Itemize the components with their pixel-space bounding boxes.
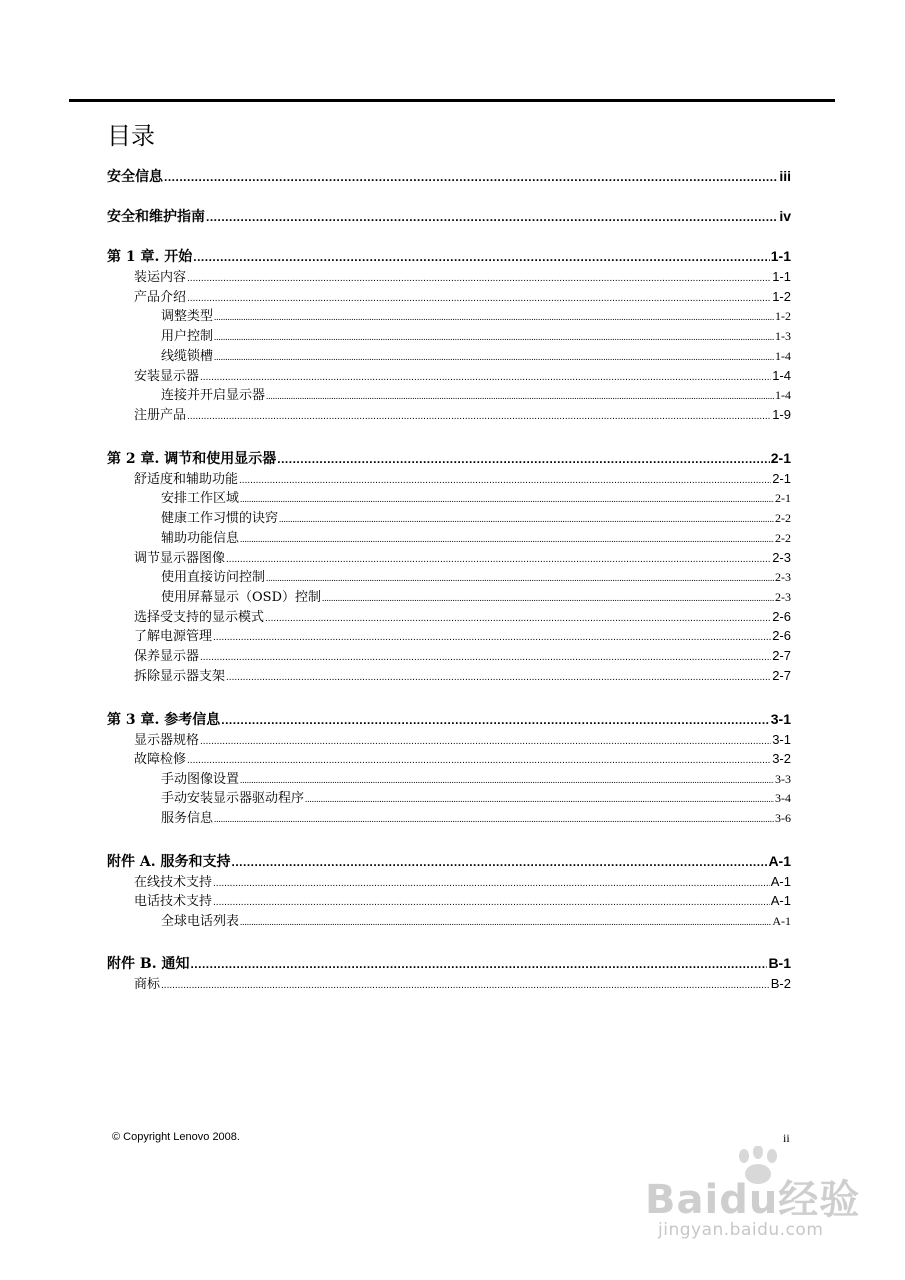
toc-entry-page: 2-3 <box>775 570 791 584</box>
toc-entry-page: 2-1 <box>770 450 791 466</box>
dot-leader <box>200 736 771 747</box>
toc-entry-label: 故障检修 <box>134 752 187 767</box>
toc-entry-page: B-2 <box>770 976 791 991</box>
dot-leader <box>265 613 771 624</box>
toc-entry-page: 2-7 <box>772 648 791 663</box>
toc-entry[interactable] <box>107 325 791 344</box>
toc-entry[interactable] <box>107 404 791 423</box>
toc-entry[interactable] <box>107 606 791 625</box>
dot-leader <box>193 250 770 264</box>
dot-leader <box>214 352 774 362</box>
toc-entry-page: 1-9 <box>772 407 791 422</box>
toc-entry[interactable] <box>107 345 791 364</box>
toc-entry-page: 1-4 <box>772 368 791 383</box>
toc-entry[interactable] <box>107 729 791 748</box>
toc-entry[interactable] <box>107 547 791 566</box>
page-number: ii <box>783 1131 790 1145</box>
dot-leader <box>161 980 770 991</box>
toc-entry-page: A-1 <box>768 853 791 869</box>
dot-leader <box>240 917 771 927</box>
toc-entry-label: 使用屏幕显示（OSD）控制 <box>161 590 321 605</box>
toc-entry-page: 2-3 <box>775 590 791 604</box>
page-title: 目录 <box>107 122 155 150</box>
toc-entry-label: 手动安装显示器驱动程序 <box>161 791 305 806</box>
dot-leader <box>226 672 771 683</box>
toc-entry[interactable] <box>107 468 791 487</box>
toc-entry-page: 3-1 <box>772 732 791 747</box>
toc-entry-page: 2-1 <box>772 471 791 486</box>
toc-entry-label: 安全信息 <box>107 169 163 185</box>
dot-leader <box>214 814 774 824</box>
dot-leader <box>239 475 771 486</box>
toc-entry-page: B-1 <box>768 955 791 971</box>
dot-leader <box>279 514 774 524</box>
toc-entry[interactable] <box>107 953 791 973</box>
toc-entry-label: 保养显示器 <box>134 649 200 664</box>
toc-entry-label: 安装显示器 <box>134 369 200 384</box>
toc-entry[interactable] <box>107 527 791 546</box>
toc-entry-label: 注册产品 <box>134 408 187 423</box>
toc-entry-page: 3-1 <box>770 711 791 727</box>
toc-entry-label: 线缆锁槽 <box>161 349 214 364</box>
toc-entry-page: 1-4 <box>775 388 791 402</box>
toc-entry-label: 第 2 章. 调节和使用显示器 <box>107 451 277 467</box>
toc-entry-page: 2-2 <box>775 531 791 545</box>
dot-leader <box>322 593 774 603</box>
toc-entry-label: 调节显示器图像 <box>134 551 226 566</box>
toc-entry-label: 第 1 章. 开始 <box>107 249 193 265</box>
toc-entry[interactable] <box>107 871 791 890</box>
toc-entry-label: 辅助功能信息 <box>161 531 240 546</box>
dot-leader <box>231 855 767 869</box>
toc-entry[interactable] <box>107 206 791 226</box>
toc-entry-page: 3-3 <box>775 772 791 786</box>
dot-leader <box>226 554 771 565</box>
toc-entry[interactable] <box>107 851 791 871</box>
toc-entry-label: 附件 B. 通知 <box>107 956 190 972</box>
toc-entry-page: 2-3 <box>772 550 791 565</box>
dot-leader <box>187 273 771 284</box>
toc-entry[interactable] <box>107 625 791 644</box>
toc-entry[interactable] <box>107 166 791 186</box>
toc-entry-page: 2-6 <box>772 609 791 624</box>
dot-leader <box>266 573 774 583</box>
toc-entry[interactable] <box>107 566 791 585</box>
toc-entry-page: 1-1 <box>770 248 791 264</box>
toc-entry-label: 服务信息 <box>161 811 214 826</box>
toc-entry[interactable] <box>107 973 791 992</box>
toc-entry[interactable] <box>107 487 791 506</box>
dot-leader <box>190 957 767 971</box>
toc-entry[interactable] <box>107 305 791 324</box>
dot-leader <box>240 494 774 504</box>
toc-entry-page: 2-7 <box>772 668 791 683</box>
toc-entry-label: 附件 A. 服务和支持 <box>107 854 231 870</box>
toc-entry-label: 连接并开启显示器 <box>161 388 266 403</box>
toc-entry-page: iii <box>779 168 791 184</box>
dot-leader <box>187 293 771 304</box>
toc-entry-page: 2-2 <box>775 511 791 525</box>
toc-entry-label: 电话技术支持 <box>134 894 213 909</box>
toc-entry-page: 1-2 <box>772 289 791 304</box>
toc-entry-label: 安排工作区域 <box>161 491 240 506</box>
toc-entry[interactable] <box>107 807 791 826</box>
toc-entry[interactable] <box>107 246 791 266</box>
toc-entry-page: 1-4 <box>775 349 791 363</box>
toc-entry-label: 安全和维护指南 <box>107 209 205 225</box>
toc-entry[interactable] <box>107 266 791 285</box>
toc-entry-label: 用户控制 <box>161 329 214 344</box>
dot-leader <box>221 713 770 727</box>
dot-leader <box>305 794 774 804</box>
toc-entry[interactable] <box>107 748 791 767</box>
toc-entry-label: 手动图像设置 <box>161 772 240 787</box>
dot-leader <box>214 332 774 342</box>
dot-leader <box>240 534 774 544</box>
dot-leader <box>187 411 771 422</box>
toc-entry-page: 1-2 <box>775 309 791 323</box>
dot-leader <box>214 312 774 322</box>
dot-leader <box>206 210 778 224</box>
toc-entry[interactable] <box>107 645 791 664</box>
toc-entry[interactable] <box>107 787 791 806</box>
toc-entry[interactable] <box>107 890 791 909</box>
dot-leader <box>213 878 770 889</box>
toc-entry-page: 3-4 <box>775 791 791 805</box>
header-rule <box>69 99 835 102</box>
toc-entry-page: 1-1 <box>772 269 791 284</box>
toc-entry-label: 舒适度和辅助功能 <box>134 472 239 487</box>
toc-entry-page: 3-2 <box>772 751 791 766</box>
toc-entry-label: 产品介绍 <box>134 290 187 305</box>
toc-entry-label: 了解电源管理 <box>134 629 213 644</box>
toc-entry-label: 显示器规格 <box>134 733 200 748</box>
toc-entry-label: 健康工作习惯的诀窍 <box>161 511 279 526</box>
toc-entry-label: 调整类型 <box>161 309 214 324</box>
toc-entry-label: 使用直接访问控制 <box>161 570 266 585</box>
toc-entry[interactable] <box>107 507 791 526</box>
toc-entry-label: 在线技术支持 <box>134 875 213 890</box>
watermark-url: jingyan.baidu.com <box>658 1220 824 1240</box>
toc-entry-label: 选择受支持的显示模式 <box>134 610 265 625</box>
toc-entry-page: A-1 <box>770 874 791 889</box>
toc-entry-page: A-1 <box>772 914 791 928</box>
toc-entry-label: 全球电话列表 <box>161 914 240 929</box>
toc-entry[interactable] <box>107 665 791 684</box>
dot-leader <box>200 652 771 663</box>
watermark-logo: Baidu经验 <box>645 1177 861 1223</box>
toc-entry-page: 1-3 <box>775 329 791 343</box>
toc-entry-page: iv <box>779 208 791 224</box>
toc-entry[interactable] <box>107 910 791 929</box>
toc-entry[interactable] <box>107 586 791 605</box>
dot-leader <box>213 897 770 908</box>
toc-entry-page: 3-6 <box>775 811 791 825</box>
toc-entry-label: 装运内容 <box>134 270 187 285</box>
dot-leader <box>187 755 771 766</box>
dot-leader <box>213 632 771 643</box>
toc-entry-page: 2-6 <box>772 628 791 643</box>
toc-entry[interactable] <box>107 365 791 384</box>
toc-entry[interactable] <box>107 384 791 403</box>
toc-entry[interactable] <box>107 286 791 305</box>
toc-entry[interactable] <box>107 709 791 729</box>
toc-entry[interactable] <box>107 768 791 787</box>
dot-leader <box>266 391 774 401</box>
toc-entry-page: A-1 <box>770 893 791 908</box>
toc-entry-page: 2-1 <box>775 491 791 505</box>
toc-entry-label: 第 3 章. 参考信息 <box>107 712 221 728</box>
dot-leader <box>164 170 778 184</box>
dot-leader <box>277 452 770 466</box>
baidu-jingyan-watermark <box>640 1150 880 1270</box>
copyright-notice: © Copyright Lenovo 2008. <box>112 1131 240 1143</box>
toc-entry-label: 拆除显示器支架 <box>134 669 226 684</box>
dot-leader <box>200 372 771 383</box>
toc-entry-label: 商标 <box>134 977 161 992</box>
dot-leader <box>240 775 774 785</box>
toc-entry[interactable] <box>107 448 791 468</box>
